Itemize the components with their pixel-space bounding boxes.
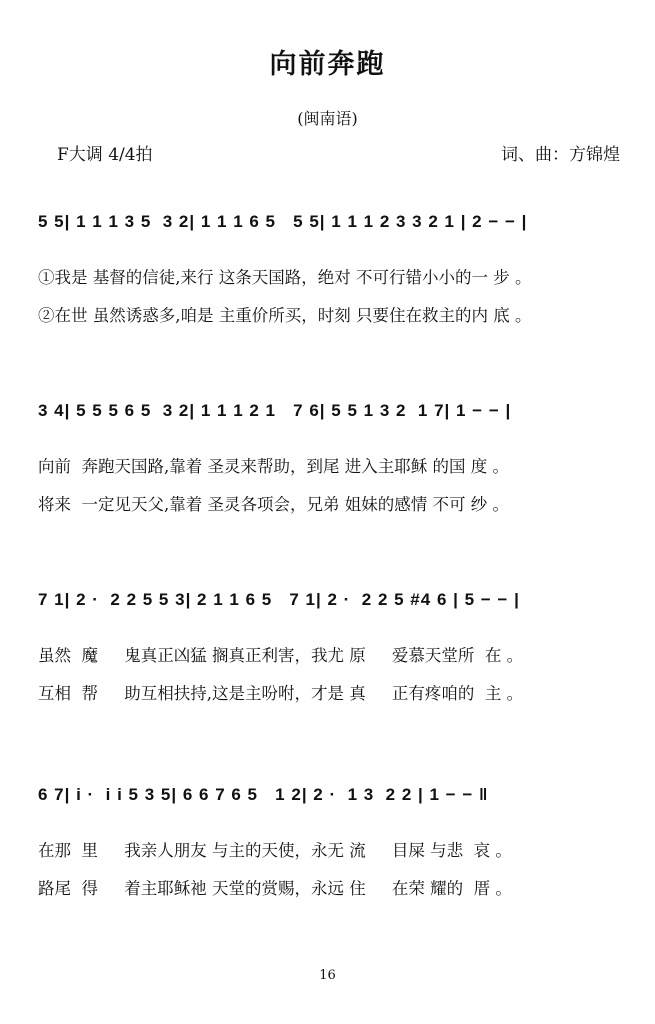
notation-line: 6 7| i · i i 5 3 5| 6 6 7 6 5 1 2| 2 · 1 3 2 2 | 1 − − ‖ (38, 785, 489, 804)
score-system-2 (38, 401, 638, 571)
lyric-verse-2: 互相 帮 助互相扶持,这是主吩咐，才是 真 正有疼咱的 主 。 (38, 684, 524, 703)
notation-line: 5 5| 1 1 1 3 5 3 2| 1 1 1 6 5 5 5| 1 1 1 2 3 3 2 1 | 2 − − | (38, 212, 528, 231)
score-system-1 (38, 212, 638, 382)
score-system-4 (38, 785, 638, 955)
lyric-verse-1: 在那 里 我亲人朋友 与主的天使，永无 流 目屎 与悲 哀 。 (38, 841, 512, 860)
lyric-verse-1: 虽然 魔 鬼真正凶猛 搁真正利害，我尤 原 爱慕天堂所 在 。 (38, 646, 524, 665)
lyric-verse-2: 将来 一定见天父,靠着 圣灵各项会，兄弟 姐妹的感情 不可 纱 。 (38, 495, 509, 514)
notation-line: 7 1| 2 · 2 2 5 5 3| 2 1 1 6 5 7 1| 2 · 2 2 5 #4 6 | 5 − − | (38, 590, 520, 609)
key-signature: F大调 4/4拍 (57, 145, 153, 165)
lyric-verse-2: 路尾 得 着主耶稣祂 天堂的赏赐，永远 住 在荣 耀的 厝 。 (38, 879, 512, 898)
song-title: 向前奔跑 (269, 49, 386, 80)
credits: 词、曲：方锦煌 (501, 145, 620, 165)
lyric-verse-1: 向前 奔跑天国路,靠着 圣灵来帮助，到尾 进入主耶稣 的国 度 。 (38, 457, 509, 476)
dialect-note: (闽南语) (297, 109, 358, 128)
notation-line: 3 4| 5 5 5 6 5 3 2| 1 1 1 2 1 7 6| 5 5 1 3 2 1 7| 1 − − | (38, 401, 512, 420)
page-number: 16 (319, 968, 336, 983)
lyric-verse-1: ①我是 基督的信徒,来行 这条天国路，绝对 不可行错小小的一 步 。 (38, 268, 532, 287)
lyric-verse-2: ②在世 虽然诱惑多,咱是 主重价所买，时刻 只要住在救主的内 底 。 (38, 306, 532, 325)
score-system-3 (38, 590, 638, 760)
